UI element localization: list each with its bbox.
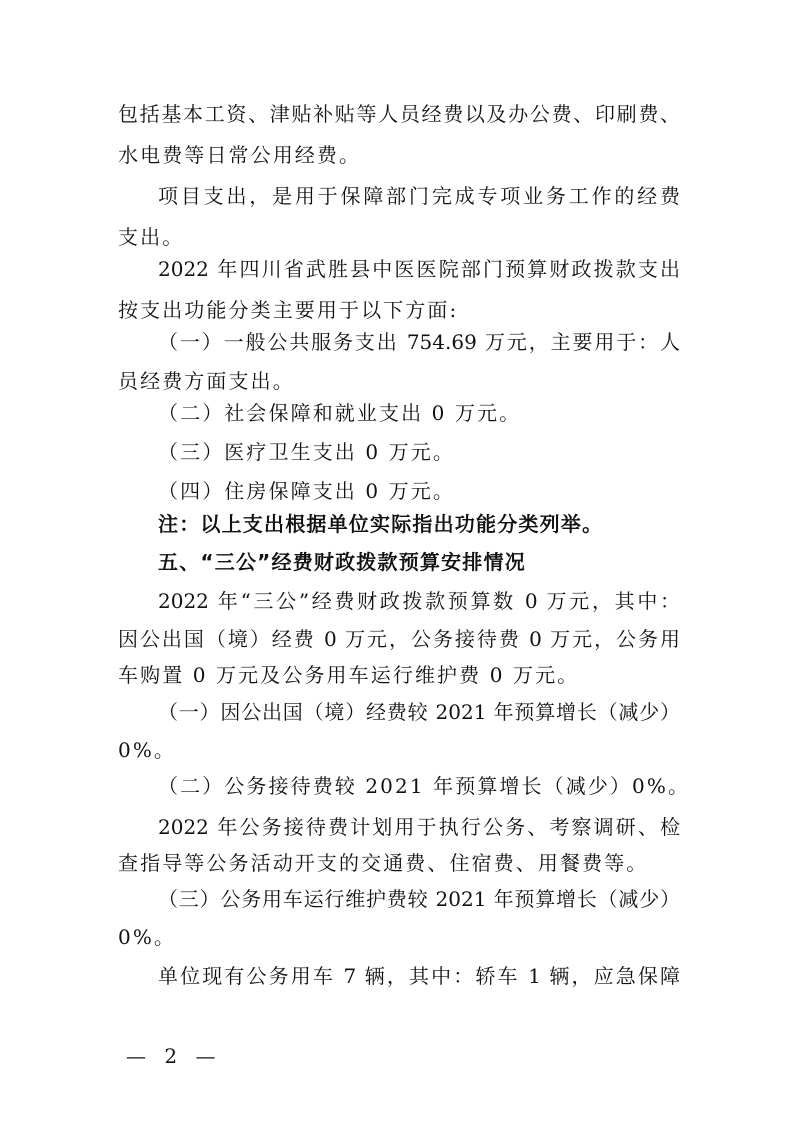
body-line: 项目支出，是用于保障部门完成专项业务工作的经费	[158, 184, 680, 208]
body-line: （二）公务接待费较 2021 年预算增长（减少）0%。	[158, 774, 691, 798]
body-line: 车购置 0 万元及公务用车运行维护费 0 万元。	[118, 663, 580, 687]
body-line: 包括基本工资、津贴补贴等人员经费以及办公费、印刷费、	[118, 102, 680, 126]
note-line: 注：以上支出根据单位实际指出功能分类列举。	[158, 512, 604, 536]
body-line: 2022 年四川省武胜县中医医院部门预算财政拨款支出	[158, 257, 680, 281]
body-line: 2022 年“三公”经费财政拨款预算数 0 万元，其中：	[158, 589, 680, 613]
body-line: 按支出功能分类主要用于以下方面:	[118, 298, 459, 322]
body-line: 查指导等公务活动开支的交通费、住宿费、用餐费等。	[118, 851, 649, 875]
body-line: 0%。	[118, 925, 177, 949]
body-line: （二）社会保障和就业支出 0 万元。	[158, 401, 522, 425]
body-line: 单位现有公务用车 7 辆，其中：轿车 1 辆，应急保障	[158, 964, 680, 988]
page-number: — 2 —	[126, 1044, 222, 1068]
body-line: 员经费方面支出。	[118, 369, 295, 393]
body-line: （四）住房保障支出 0 万元。	[158, 479, 455, 503]
body-line: （三）公务用车运行维护费较 2021 年预算增长（减少）	[158, 887, 680, 911]
body-line: 2022 年公务接待费计划用于执行公务、考察调研、检	[158, 815, 680, 839]
body-line: 支出。	[118, 225, 185, 249]
body-line: （一）因公出国（境）经费较 2021 年预算增长（减少）	[158, 700, 680, 724]
body-line: （三）医疗卫生支出 0 万元。	[158, 440, 455, 464]
body-line: 0%。	[118, 738, 177, 762]
body-line: 因公出国（境）经费 0 万元，公务接待费 0 万元，公务用	[118, 627, 680, 651]
body-line: 水电费等日常公用经费。	[118, 143, 362, 167]
body-line: （一）一般公共服务支出 754.69 万元，主要用于：人	[158, 330, 680, 354]
section-heading: 五、“三公”经费财政拨款预算安排情况	[158, 550, 526, 574]
